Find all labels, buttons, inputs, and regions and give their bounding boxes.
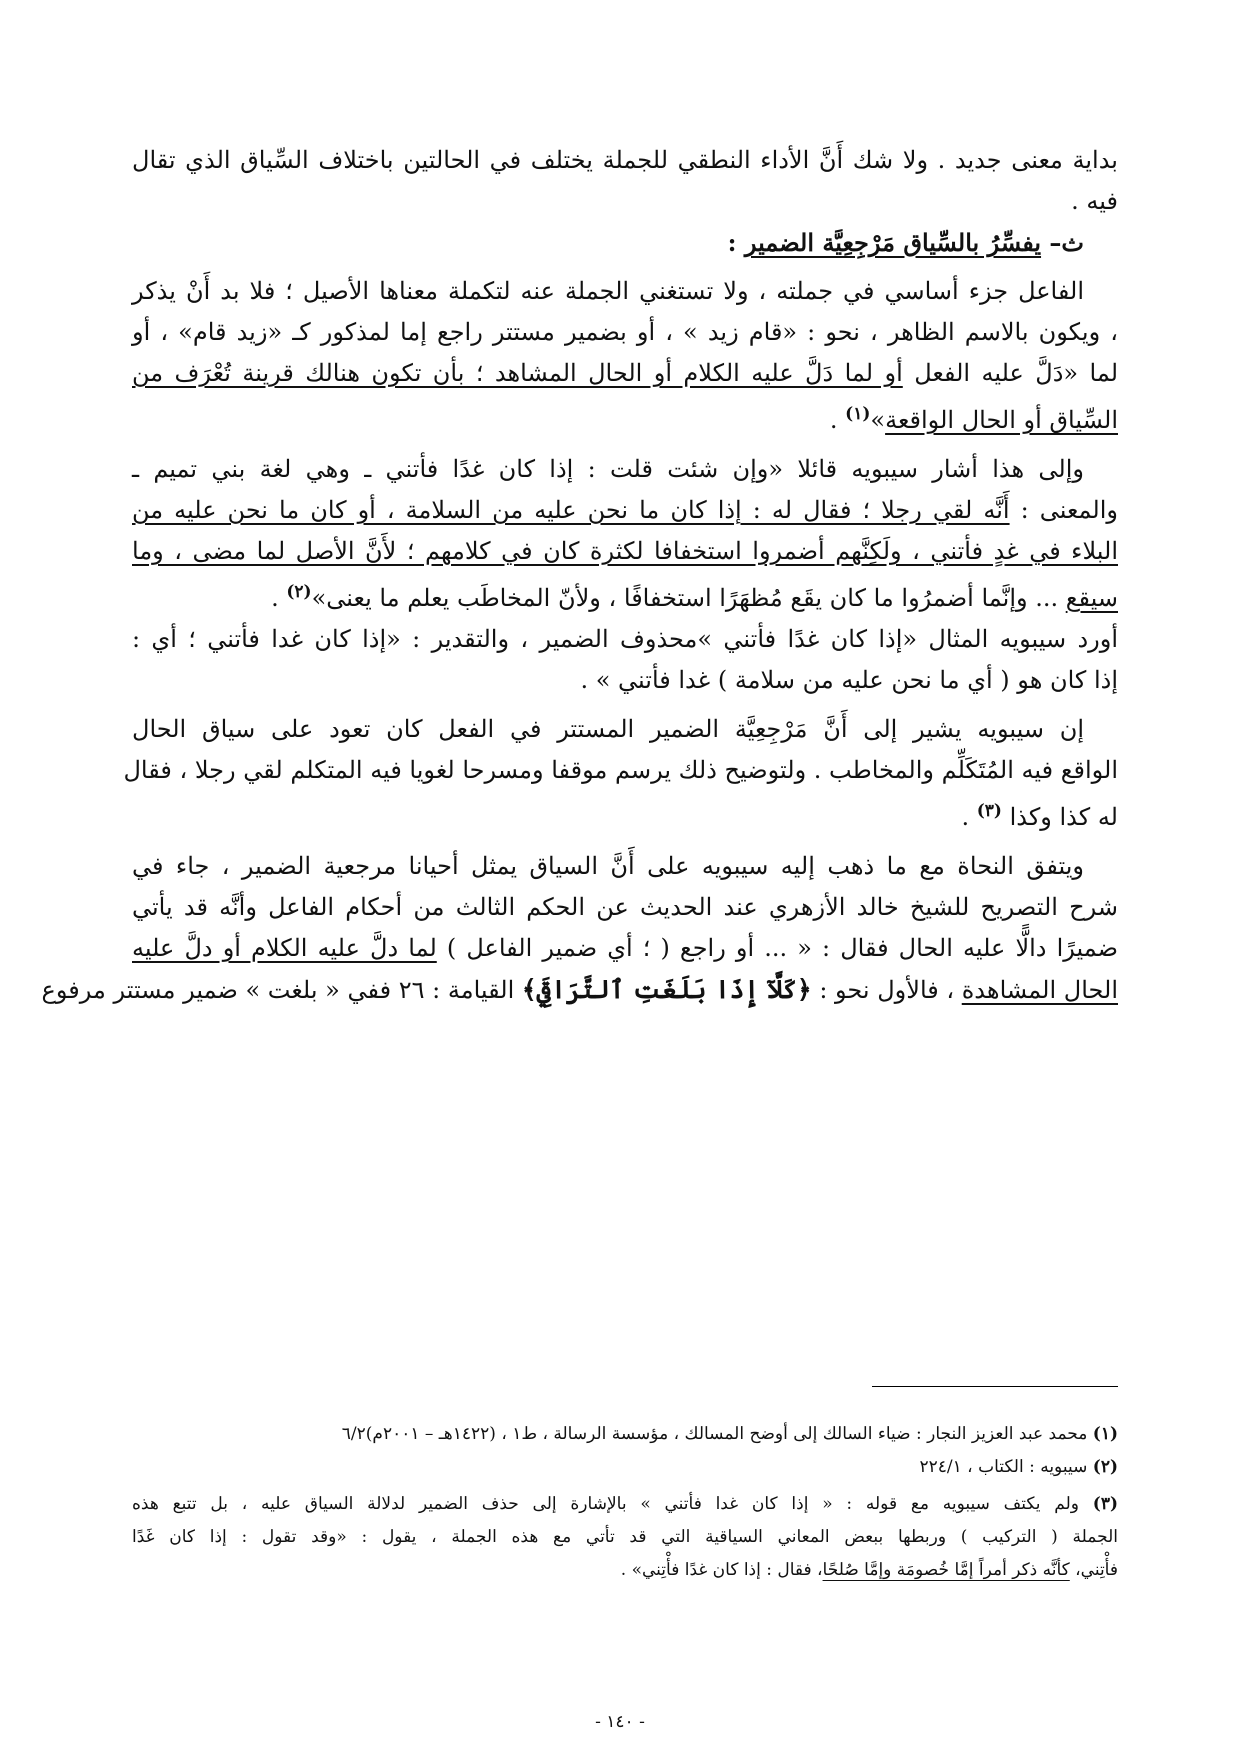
footnote-text: ، فقال : إذا كان غدًا فأْتِني» .: [620, 1560, 823, 1580]
footnote-number: (١): [1092, 1424, 1118, 1444]
underlined-quote: أَنَّه لقي رجلا ؛ فقال له : إذا كان ما نحن عليه من السلامة ، أو كان ما نحن عليه من: [132, 496, 1010, 524]
text-line: [132, 353, 1118, 394]
footnote-separator: [872, 1386, 1118, 1387]
text-line: ويتفق النحاة مع ما ذهب إليه سيبويه على أَنَّ السياق يمثل أحيانا مرجعية الضمير ، جاء في: [132, 852, 1084, 880]
heading-title: يفسِّرُ بالسِّياق مَرْجِعِيَّة الضمير: [744, 228, 1042, 257]
text-line: إن سيبويه يشير إلى أَنَّ مَرْجِعِيَّة الضمير المستتر في الفعل كان تعود على سياق الحال: [132, 715, 1084, 743]
text-segment: .: [829, 406, 846, 434]
heading-prefix: ث–: [1041, 228, 1084, 257]
footnote-text: فأْتِني،: [1069, 1560, 1118, 1580]
text-segment: .: [961, 803, 977, 831]
footnote-3-line: الجملة ( التركيب ) وربطها ببعض المعاني السياقية التي قد تأتي مع هذه الجملة ، يقول : «وقد تقول : إذا كان غَدًا: [132, 1527, 1118, 1547]
footnotes: [132, 1418, 1118, 1587]
underlined-quote: أو لما دَلَّ عليه الكلام أو الحال المشاهد ؛ بأن تكون هنالك قرينة تُعْرَف من: [132, 359, 903, 387]
footnote-text: محمد عبد العزيز النجار : ضياء السالك إلى أوضح المسالك ، مؤسسة الرسالة ، ط١ ، (١٤٢٢هـ – ٢٠٠١م)٦/٢: [341, 1424, 1093, 1444]
text-line: [132, 572, 1118, 619]
text-segment: القيامة : ٢٦ ففي « بلغت » ضمير مستتر مرفوع: [41, 976, 522, 1004]
text-segment: لما «دَلَّ عليه الفعل: [902, 359, 1119, 387]
text-line: [132, 394, 1118, 441]
underlined-quote: سيقع: [1065, 584, 1118, 612]
footnote-3: [132, 1488, 1118, 1521]
text-line: [132, 490, 1118, 531]
footnote-3-line: [132, 1554, 1118, 1587]
text-line: [132, 928, 1118, 969]
text-line: [132, 791, 1118, 838]
footnote-text: ولم يكتف سيبويه مع قوله : « إذا كان غدا فأتني » بالإشارة إلى حذف الضمير لدلالة السياق عليه ، بل تتبع هذه: [132, 1494, 1093, 1514]
text-line: [41, 969, 1118, 1011]
text-line: الواقع فيه المُتَكَلِّم والمخاطب . ولتوضيح ذلك يرسم موقفا ومسرحا لغويا فيه المتكلم لقي رجلا ، فقال: [123, 756, 1118, 784]
text-line: إذا كان هو ( أي ما نحن عليه من سلامة ) غدا فأتني » .: [580, 666, 1118, 694]
footnote-ref-1[interactable]: (١): [845, 404, 871, 424]
footnote-number: (٣): [1092, 1494, 1118, 1514]
underlined-quote: البلاء في غدٍ فأتني ، ولَكِنَّهم أضمروا استخفافا لكثرة كان في كلامهم ؛ لأَنَّ الأصل لما مضى ، وما: [132, 537, 1118, 565]
text-segment: »: [870, 406, 886, 434]
footnote-1: [132, 1418, 1118, 1451]
footnote-number: (٢): [1092, 1457, 1118, 1477]
text-segment: ... وإنَّما أضمرُوا ما كان يقَع مُظهَرًا استخفافًا ، ولأنّ المخاطَب يعلم ما يعنى»: [311, 584, 1066, 612]
text-segment: .: [271, 584, 287, 612]
text-segment: والمعنى :: [1009, 496, 1118, 524]
underlined-quote: السِّياق أو الحال الواقعة: [885, 406, 1118, 434]
section-heading: [132, 222, 1118, 263]
footnote-ref-3[interactable]: (٣): [976, 801, 1002, 821]
underlined-quote: لما دلَّ عليه الكلام أو دلَّ عليه: [132, 934, 437, 962]
underlined-quote: كأنَّه ذكر أمراً إمَّا خُصومَة وإمَّا صُلحًا: [822, 1560, 1070, 1580]
text-line: بداية معنى جديد . ولا شك أَنَّ الأداء النطقي للجملة يختلف في الحالتين باختلاف السِّياق الذي تقال: [132, 146, 1118, 174]
text-line: وإلى هذا أشار سيبويه قائلا «وإن شئت قلت : إذا كان غدًا فأتني ـ وهي لغة بني تميم ـ: [132, 455, 1084, 483]
text-segment: ضميرًا دالًّا عليه الحال فقال : « ... أو راجع ( ؛ أي ضمير الفاعل ): [436, 934, 1118, 962]
text-line: ، ويكون بالاسم الظاهر ، نحو : «قام زيد » ، أو بضمير مستتر راجع إما لمذكور كـ «زيد قام» ، أو: [132, 318, 1118, 346]
main-text: [41, 140, 1119, 1011]
text-line: فيه .: [1071, 187, 1118, 215]
text-line: أورد سيبويه المثال «إذا كان غدًا فأتني »محذوف الضمير ، والتقدير : «إذا كان غدا فأتني ؛ أي :: [132, 625, 1118, 653]
text-segment: له كذا وكذا: [1001, 803, 1118, 831]
text-segment: ، فالأول نحو :: [811, 976, 962, 1004]
page-number: - ١٤٠ -: [595, 1712, 645, 1732]
footnote-text: سيبويه : الكتاب ، ٢٢٤/١: [919, 1457, 1093, 1477]
footnote-2: [132, 1451, 1118, 1484]
text-line: شرح التصريح للشيخ خالد الأزهري عند الحديث عن الحكم الثالث من أحكام الفاعل وأنَّه قد يأتي: [132, 893, 1118, 921]
heading-suffix: :: [727, 228, 745, 257]
footnote-ref-2[interactable]: (٢): [286, 582, 312, 602]
text-line: الفاعل جزء أساسي في جملته ، ولا تستغني الجملة عنه لتكملة معناها الأصيل ؛ فلا بد أَنْ يذكر: [132, 277, 1084, 305]
text-line: [132, 531, 1118, 572]
underlined-quote: الحال المشاهدة: [961, 976, 1118, 1004]
quran-verse: ﴿كَلَّآ إِذَا بَلَغَتِ ٱلتَّرَاقِيَ﴾: [521, 975, 812, 1004]
